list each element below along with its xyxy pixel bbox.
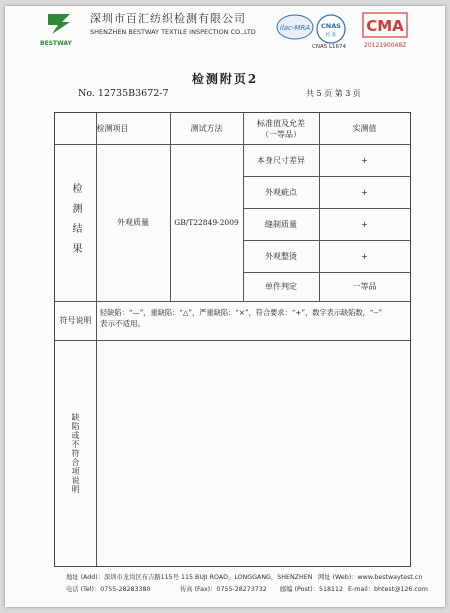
cma-number: 2012190048Z [364,42,407,49]
company-name-en: SHENZHEN BESTWAY TEXTILE INSPECTION CO.,LTD [90,28,256,36]
page-title: 检测附页2 [191,72,259,86]
report-number: No. 12735B3672-7 [78,88,169,99]
results-table [54,112,411,567]
company-name-cn: 深圳市百汇纺织检测有限公司 [90,12,246,25]
row-value: + [361,219,368,229]
footer-web: 网址 (Web)：www.bestwaytest.cn [318,574,423,581]
cnas-number: CNAS L1674 [312,44,347,50]
row-name: 外观疵点 [265,187,297,197]
defect-label: 缺陷或不符合项说明 [71,412,80,494]
header-standard [243,113,319,144]
logo-text: BESTWAY [40,40,72,47]
row-value: + [361,251,368,261]
cma-logo-icon [362,12,408,38]
header-standard-label: 标准值及允差 [257,118,305,128]
footer-email: E-mail：bhtest@126.com [348,586,428,593]
section-label: 检测结果 [70,182,81,263]
header-test-item: 检测项目 [96,124,129,133]
header-test-method: 测试方法 [190,124,223,133]
header-measured: 实测值 [352,124,377,133]
row-name: 单件判定 [265,282,297,291]
test-item: 外观质量 [117,218,149,227]
page-info: 共 5 页 第 3 页 [306,89,361,98]
row-name: 缝制质量 [265,219,297,229]
cma-text: CMA [366,17,404,35]
row-value: 一等品 [352,282,377,291]
cnas-sub-text: 校 准 [325,33,337,38]
ilac-mra-logo-icon [276,14,314,40]
defect-notes-area [97,341,410,566]
footer-fax: 传真 (Fax)：0755-28273732 [180,586,267,593]
symbol-legend-line2: 表示不适用。 [100,319,145,328]
footer-tel: 电话 (Tel)：0755-28283380 [66,586,151,593]
symbol-legend [100,307,406,329]
row-value: + [361,187,368,197]
row-value: + [361,155,368,165]
footer-address: 地址 (Add)：深圳市龙岗区布吉路115号 115 BUJI ROAD，LONGGANG，SHENZHEN [66,574,313,581]
symbol-legend-line1: 轻缺陷：“—”，重缺陷：“△”，严重缺陷：“×”，符合要求：“+”，数字表示缺陷数，“--” [100,308,382,317]
footer-post: 邮编 (Post)：518112 [280,586,344,593]
bestway-logo-icon [46,12,72,36]
cnas-text: CNAS [321,22,341,30]
ilac-text: ilac-MRA [279,24,311,32]
cnas-logo-icon [316,14,346,44]
test-method: GB/T22849-2009 [174,218,239,227]
row-name: 本身尺寸差异 [257,155,305,165]
header-standard-grade: （一等品） [261,129,301,139]
row-name: 外观整烫 [265,251,297,261]
symbol-label: 符号说明 [59,316,92,325]
